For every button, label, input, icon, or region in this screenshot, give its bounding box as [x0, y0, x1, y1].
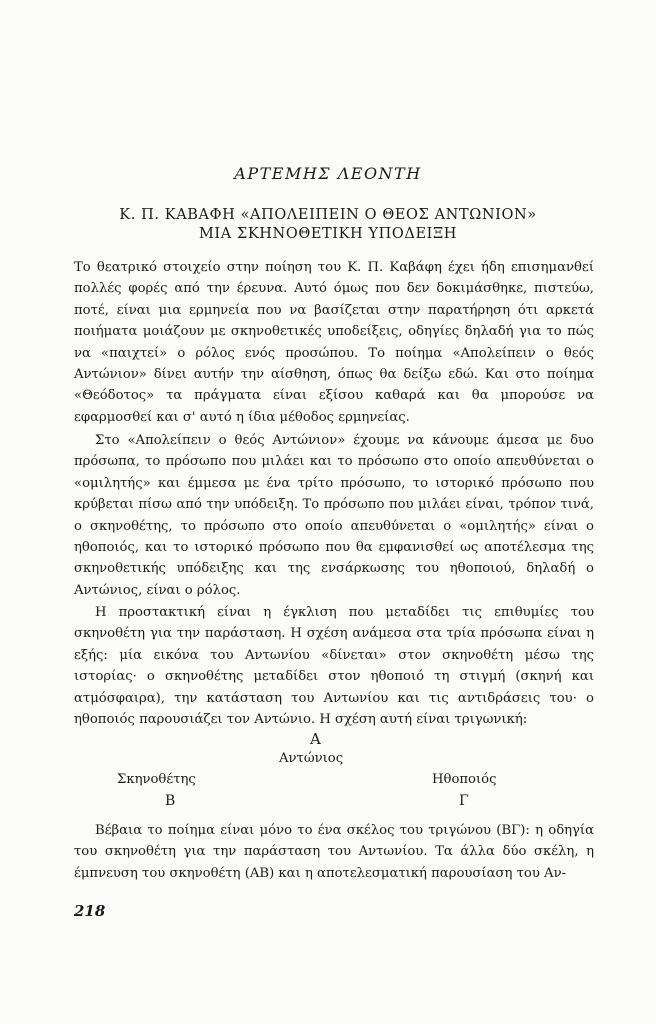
- title-line-2: ΜΙΑ ΣΚΗΝΟΘΕΤΙΚΗ ΥΠΟΔΕΙΞΗ: [198, 226, 458, 242]
- title-line-1: Κ. Π. ΚΑΒΑΦΗ «ΑΠΟΛΕΙΠΕΙΝ Ο ΘΕΟΣ ΑΝΤΩΝΙΟΝ»: [119, 207, 537, 223]
- paragraph-2-text: Στο «Απολείπειν ο θεός Αντώνιον» έχουμε να κάνουμε άμεσα με δυο πρόσωπα, το πρόσωπο που μιλάει και το πρόσωπο στο οποίο απευθύνεται ο «ομιλητής» και έμμεσα με ένα τρίτο πρόσωπο, το ιστορικό πρόσωπο που κρύβεται πίσω από την υπόδειξη. Το πρόσωπο που μιλάει είναι, τρόπον τινά, ο σκηνοθέτης, το πρόσωπο στο οποίο απευθύνεται ο «ομιλητής» είναι ο ηθοποιός, και το ιστορικό πρόσωπο που θα εμφανισθεί ως αποτέλεσμα της σκηνοθετικής υπόδειξης και της ενσάρκωσης του ηθοποιού, δηλαδή ο Αντώνιος, είναι ο ρόλος.: [74, 433, 594, 598]
- paragraph-3: [74, 602, 594, 730]
- article-title: [60, 206, 596, 244]
- paragraph-2: [74, 430, 594, 601]
- paragraph-1-text: Το θεατρικό στοιχείο στην ποίηση του Κ. Π. Καβάφη έχει ήδη επισημανθεί πολλές φορές από την έρευνα. Αυτό όμως που δεν δοκιμάσθηκε, πιστεύω, ποτέ, είναι μια ερμηνεία που να βασίζεται στην παρατήρηση ότι αρκετά ποιήματα μοιάζουν με σκηνοθετικές υποδείξεις, οδηγίες δηλαδή για το πώς να «παιχτεί» ο ρόλος ενός προσώπου. Το ποίημα «Απολείπειν ο θεός Αντώνιον» δίνει αυτήν την αίσθηση, όπως θα δείξω εδώ. Και στο ποίημα «Θεόδοτος» τα πράγματα είναι εξίσου καθαρά και θα μπορούσε να εφαρμοσθεί και σ' αυτό η ίδια μέθοδος ερμηνείας.: [74, 260, 594, 425]
- author-name: ΑΡΤΕΜΗΣ ΛΕΟΝΤΗ: [234, 164, 422, 183]
- diagram-vertex-g-label: Ηθοποιός: [432, 772, 497, 787]
- diagram-vertex-a-letter: Α: [310, 730, 321, 748]
- paragraph-4: [74, 820, 594, 884]
- paragraph-3-text: Η προστακτική είναι η έγκλιση που μεταδίδει τις επιθυμίες του σκηνοθέτη για την παράσταση. Η σχέση ανάμεσα στα τρία πρόσωπα είναι η εξής: μία εικόνα του Αντωνίου «δίνεται» στον σκηνοθέτη μέσω της ιστορίας· ο σκηνοθέτης μεταδίδει στον ηθοποιό τη στιγμή (σκηνή και ατμόσφαιρα), την κατάσταση του Αντωνίου και τις αντιδράσεις του· ο ηθοποιός παρουσιάζει τον Αντώνιο. Η σχέση αυτή είναι τριγωνική:: [74, 605, 594, 728]
- diagram-vertex-g-letter: Γ: [459, 793, 469, 809]
- triangle-diagram: [74, 730, 594, 820]
- diagram-vertex-a-label: Αντώνιος: [279, 751, 344, 766]
- paragraph-4-text: Βέβαια το ποίημα είναι μόνο το ένα σκέλος του τριγώνου (ΒΓ): η οδηγία του σκηνοθέτη για την παράσταση του Αντωνίου. Τα άλλα δύο σκέλη, η έμπνευση του σκηνοθέτη (ΑΒ) και η αποτελεσματική παρουσίαση του Αν-: [74, 823, 594, 881]
- diagram-vertex-b-label: Σκηνοθέτης: [117, 772, 196, 787]
- paragraph-1: [74, 257, 594, 428]
- page-number: 218: [74, 902, 106, 920]
- diagram-vertex-b-letter: Β: [165, 793, 176, 809]
